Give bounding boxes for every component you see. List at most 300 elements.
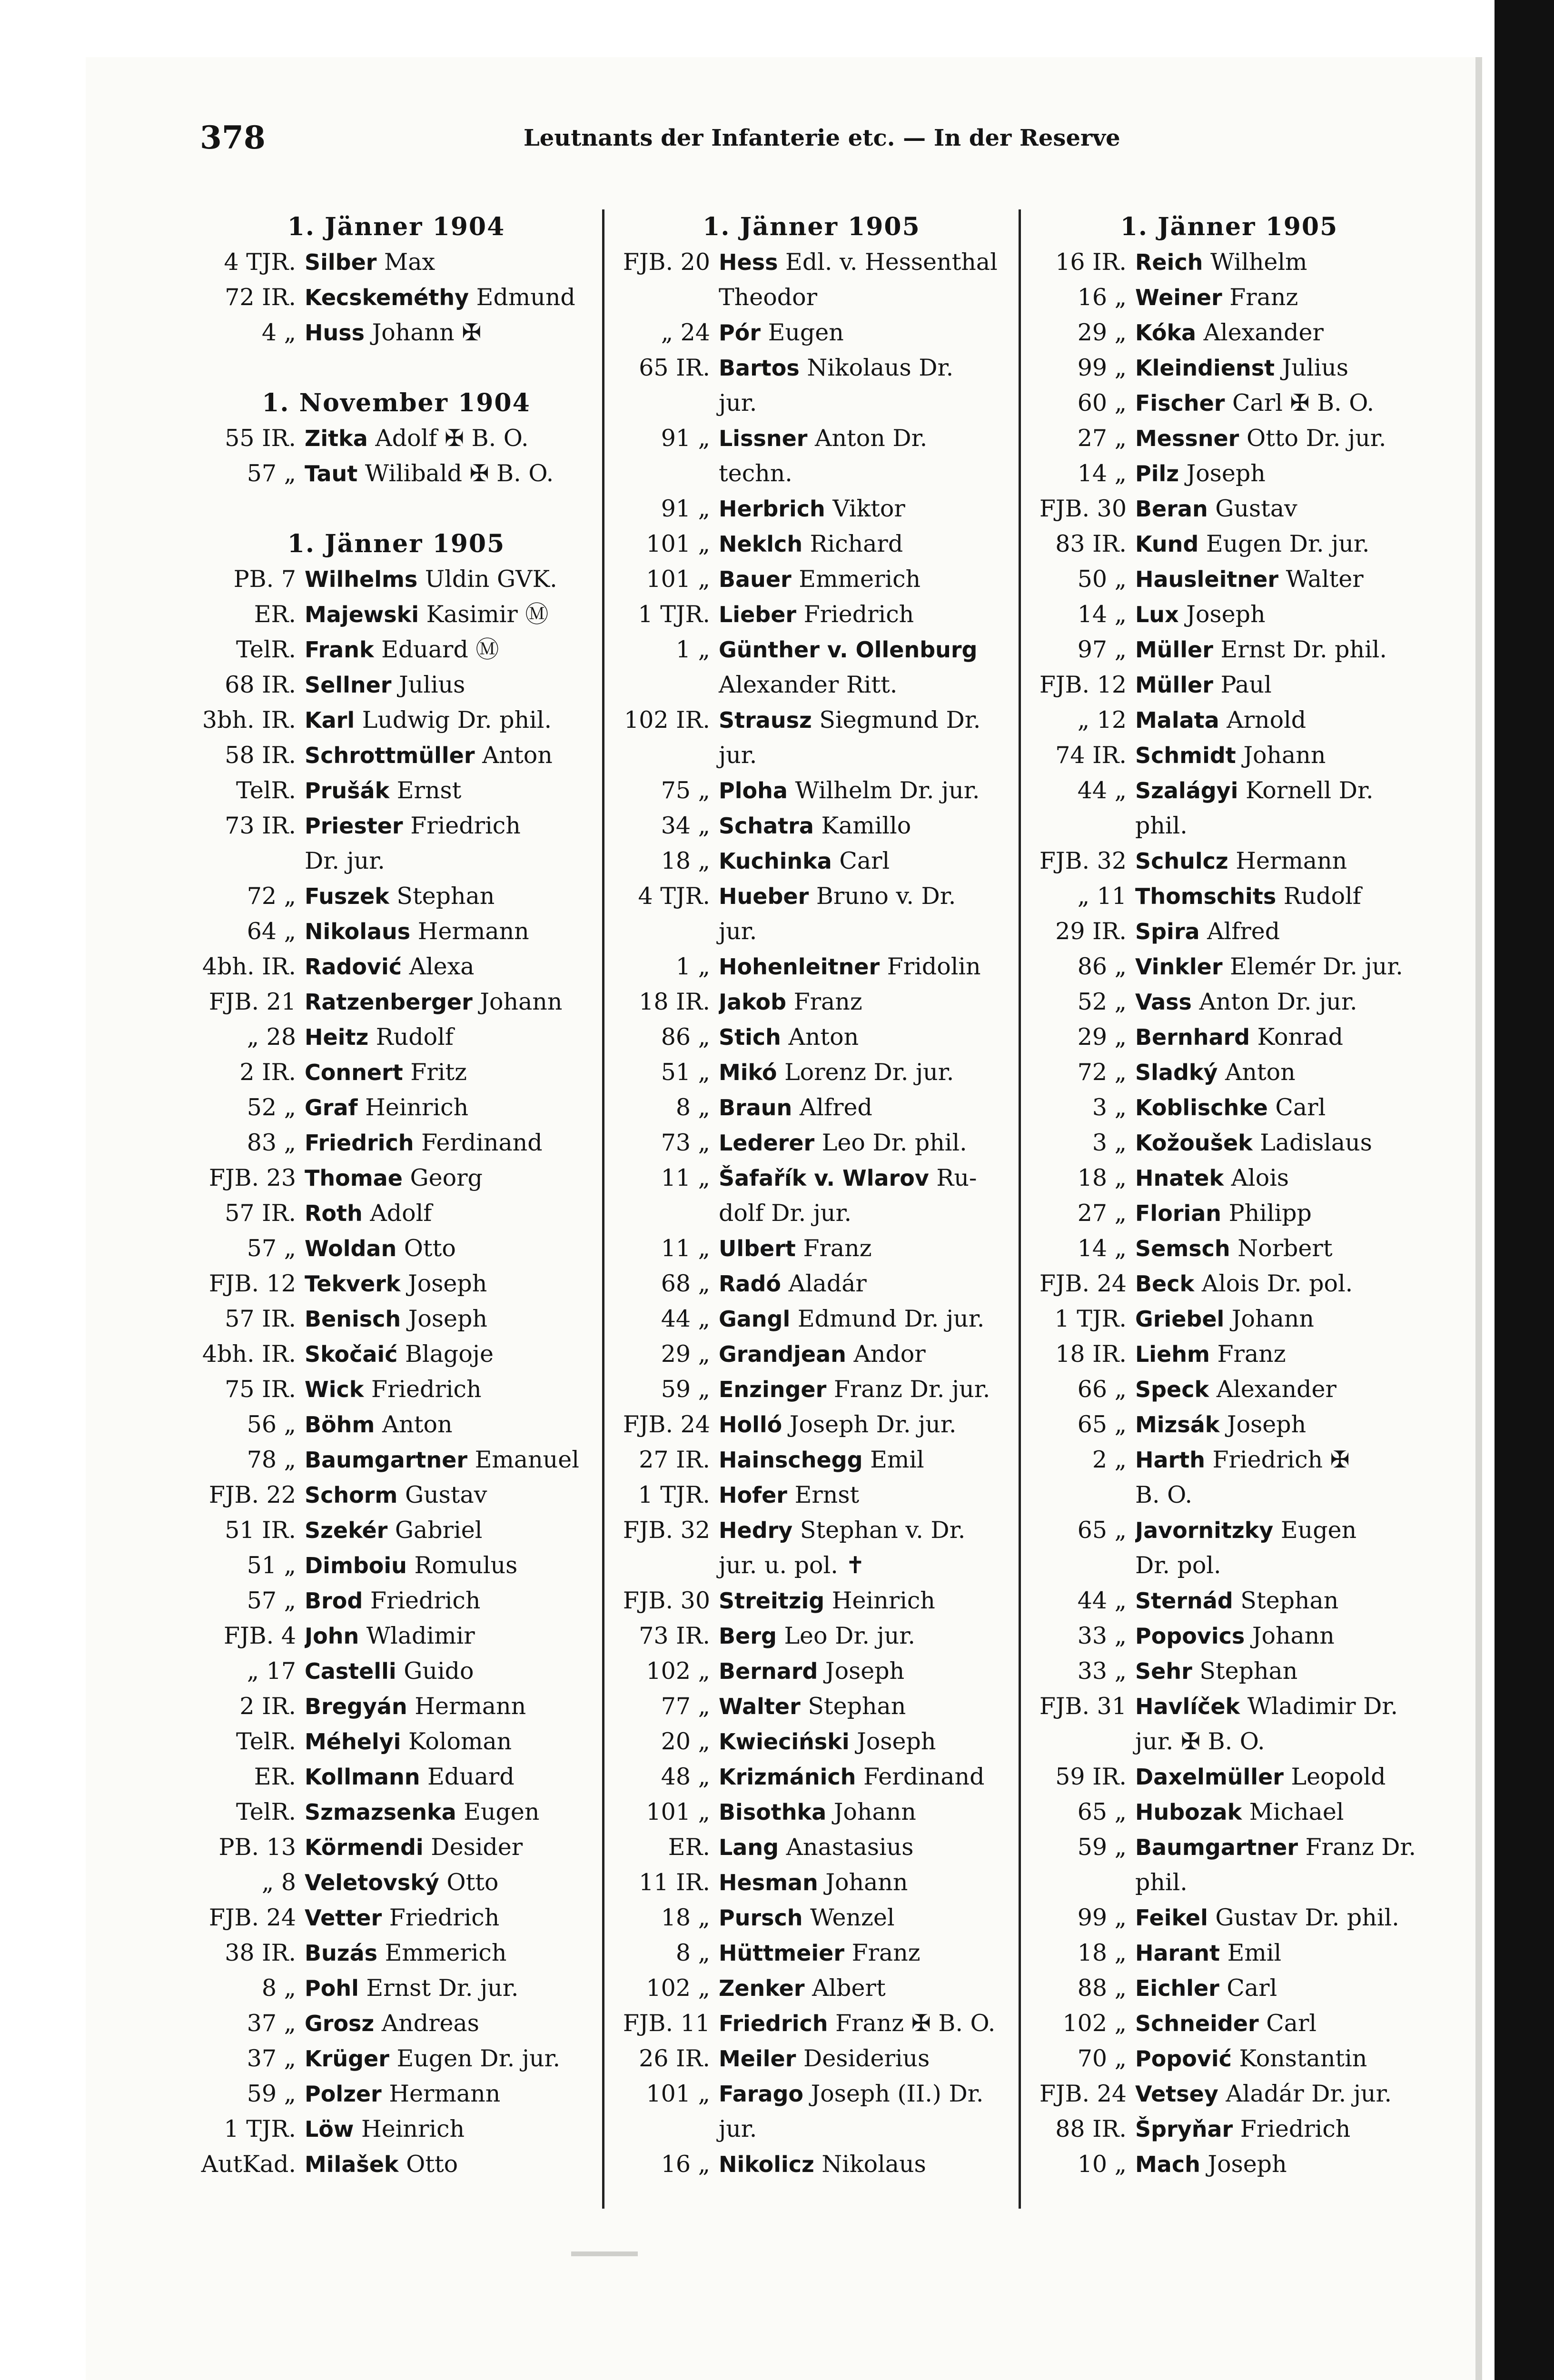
regiment-ref: 11 „ [661,1164,710,1191]
given-name: Edmund [469,284,575,311]
column-3 [1021,209,1437,2209]
officer-name [305,1090,602,1125]
officer-entry [604,1372,1019,1407]
officer-name [719,1125,1019,1160]
given-name: Uldin GVK. [417,565,557,593]
officer-entry [190,1795,602,1830]
regiment-ref: 14 „ [1077,601,1127,628]
officer-entry [190,1583,602,1618]
given-name: Georg [402,1164,483,1191]
officer-entry [190,808,602,843]
officer-entry [1021,1759,1437,1795]
officer-name [1135,2041,1437,2076]
given-name: Konrad [1250,1023,1344,1051]
given-name: Norbert [1230,1235,1333,1262]
given-name: Gustav [1208,495,1297,522]
surname: Harant [1135,1940,1220,1966]
surname: Szalágyi [1135,778,1238,803]
surname: Böhm [305,1412,375,1438]
given-name: Hermann [407,1693,526,1720]
given-name: Adolf [362,1200,432,1227]
entry-continuation [1021,1478,1437,1513]
surname: Sellner [305,672,392,698]
officer-name [305,597,602,632]
regiment-ref: TelR. [236,1728,296,1755]
regiment-ref: 102 „ [1062,2010,1127,2037]
regiment-ref: „ 28 [247,1023,296,1051]
officer-entry [1021,1689,1437,1724]
officer-entry [1021,1795,1437,1830]
regiment-ref: 2 IR. [239,1059,296,1086]
surname: Pilz [1135,461,1179,486]
officer-name [1135,2076,1437,2112]
officer-name [1135,526,1437,562]
regiment-ref: 59 „ [247,2080,296,2107]
surname: Hofer [719,1482,787,1508]
surname: Lang [719,1835,779,1860]
section-date-heading: 1. Jänner 1904 [287,212,505,241]
given-name: Emanuel [467,1446,579,1473]
surname: Tekverk [305,1271,401,1297]
officer-entry [604,2076,1019,2112]
officer-name [719,421,1019,456]
officer-name [305,1231,602,1266]
officer-name [305,1689,602,1724]
given-name: Franz [786,988,862,1015]
surname: Buzás [305,1940,378,1966]
surname: Schmidt [1135,743,1236,768]
surname: Fuszek [305,883,389,909]
regiment-ref: 1 „ [675,636,710,663]
column-2 [604,209,1021,2209]
officer-entry [604,843,1019,879]
surname: Karl [305,707,355,733]
surname: Müller [1135,637,1213,663]
officer-entry [604,1266,1019,1301]
regiment-ref: FJB. 24 [623,1411,710,1438]
given-name: Joseph [1219,1411,1307,1438]
given-name: Arnold [1219,706,1307,734]
given-name: Max [376,248,436,276]
officer-name [719,1830,1019,1865]
regiment-ref: 65 „ [1077,1517,1127,1544]
officer-name [719,1090,1019,1125]
given-name: Desiderius [796,2045,930,2072]
officer-entry [1021,1090,1437,1125]
section-date-heading: 1. Jänner 1905 [287,529,505,558]
given-name: Johann [1224,1305,1314,1332]
regiment-ref: 33 „ [1077,1657,1127,1685]
officer-entry [1021,386,1437,421]
regiment-ref: FJB. 11 [623,2010,710,2037]
running-title: Leutnants der Infanterie etc. — In der Reserve [524,125,1120,151]
given-name: Johann [472,988,563,1015]
officer-entry [604,1935,1019,1971]
given-name: Konstantin [1231,2045,1367,2072]
officer-entry [190,1478,602,1513]
officer-entry [190,1266,602,1301]
surname: Herbrich [719,496,825,522]
regiment-ref: 59 IR. [1055,1763,1127,1790]
officer-entry [1021,1442,1437,1478]
surname: Strausz [719,707,812,733]
surname: Körmendi [305,1835,424,1860]
regiment-ref: FJB. 22 [208,1481,296,1508]
given-name: Ferdinand [414,1129,543,1156]
entry-continuation [604,456,1019,491]
officer-name [1135,1266,1437,1301]
regiment-ref: 27 „ [1077,425,1127,452]
officer-name [1135,1830,1437,1865]
regiment-ref: AutKad. [201,2151,296,2178]
officer-name [305,1160,602,1196]
given-name: Lorenz Dr. jur. [777,1059,954,1086]
officer-name [305,1795,602,1830]
regiment-ref: 97 „ [1077,636,1127,663]
given-name: Friedrich [363,1587,481,1614]
regiment-ref: 101 „ [646,1798,710,1825]
continuation-text: phil. [1135,1869,1188,1896]
officer-entry [190,456,602,491]
officer-name [719,1301,1019,1337]
officer-entry [1021,1337,1437,1372]
officer-entry [604,1759,1019,1795]
officer-entry [604,1830,1019,1865]
regiment-ref: 1 „ [675,953,710,980]
officer-name [305,632,602,667]
regiment-ref: 65 „ [1077,1411,1127,1438]
officer-entry [1021,914,1437,949]
officer-entry [1021,1654,1437,1689]
regiment-ref: 29 „ [1077,1023,1127,1051]
officer-name [719,1935,1019,1971]
surname: Connert [305,1060,403,1085]
given-name: Wilhelm Dr. jur. [787,777,980,804]
officer-entry [604,1654,1019,1689]
continuation-text: B. O. [1135,1481,1193,1508]
given-name: Anton [475,742,553,769]
entry-continuation [604,738,1019,773]
given-name: Andor [846,1340,926,1368]
entry-continuation [1021,1548,1437,1583]
given-name: Aladár [781,1270,867,1297]
regiment-ref: 51 „ [247,1552,296,1579]
officer-name [719,1407,1019,1442]
given-name: Ru- [929,1164,977,1191]
officer-entry [190,1759,602,1795]
given-name: Michael [1242,1798,1344,1825]
officer-name [305,1724,602,1759]
regiment-ref: FJB. 31 [1039,1693,1127,1720]
officer-name [719,245,1019,280]
given-name: Albert [804,1974,886,2002]
given-name: Eduard [420,1763,515,1790]
surname: Speck [1135,1377,1209,1402]
surname: Harth [1135,1447,1205,1473]
surname: Hueber [719,883,809,909]
surname: Vinkler [1135,954,1223,980]
regiment-ref: 3 „ [1092,1094,1127,1121]
surname: Zitka [305,426,368,451]
given-name: Joseph [401,1305,487,1332]
officer-entry [604,2147,1019,2182]
officer-entry [190,2041,602,2076]
officer-name [305,1337,602,1372]
given-name: Walter [1278,565,1364,593]
surname: Majewski [305,602,419,627]
officer-entry [604,526,1019,562]
officer-name [719,1759,1019,1795]
officer-entry [604,350,1019,386]
officer-name [719,491,1019,526]
given-name: Gustav [397,1481,487,1508]
officer-name [719,984,1019,1020]
entry-continuation [604,1548,1019,1583]
given-name: Leo Dr. phil. [814,1129,967,1156]
officer-entry [604,1795,1019,1830]
officer-entry [604,1724,1019,1759]
section-gap [190,350,602,386]
officer-name [1135,1196,1437,1231]
given-name: Friedrich [403,812,521,839]
officer-entry [604,1020,1019,1055]
regiment-ref: 4 TJR. [638,883,710,910]
officer-name [305,703,602,738]
officer-name [1135,1090,1437,1125]
given-name: Joseph Dr. jur. [782,1411,957,1438]
regiment-ref: 65 „ [1077,1798,1127,1825]
officer-entry [604,1971,1019,2006]
page-number: 378 [200,119,266,156]
surname: Popovics [1135,1623,1245,1649]
given-name: Alois Dr. pol. [1194,1270,1353,1297]
regiment-ref: 75 IR. [225,1376,296,1403]
regiment-ref: 1 TJR. [224,2115,296,2142]
surname: Milašek [305,2152,399,2177]
surname: Mikó [719,1060,777,1085]
officer-entry [190,1090,602,1125]
surname: Kožoušek [1135,1130,1253,1156]
officer-name [305,949,602,984]
surname: Sladký [1135,1060,1218,1085]
regiment-ref: 37 „ [247,2010,296,2037]
officer-name [1135,1442,1437,1478]
regiment-ref: 52 „ [247,1094,296,1121]
officer-entry [604,597,1019,632]
surname: Kwieciński [719,1729,850,1755]
section-date-heading: 1. Jänner 1905 [703,212,921,241]
regiment-ref: FJB. 21 [208,988,296,1015]
regiment-ref: 86 „ [1077,953,1127,980]
officer-name [305,1266,602,1301]
surname: Hedry [719,1517,793,1543]
officer-name [719,808,1019,843]
officer-entry [190,2006,602,2041]
regiment-ref: 50 „ [1077,565,1127,593]
surname: Liehm [1135,1341,1210,1367]
given-name: Otto Dr. jur. [1239,425,1386,452]
regiment-ref: 33 „ [1077,1622,1127,1649]
given-name: Ernst Dr. jur. [358,1974,519,2002]
officer-entry [1021,2147,1437,2182]
officer-name [305,280,602,315]
officer-entry [1021,456,1437,491]
regiment-ref: 1 TJR. [638,601,710,628]
regiment-ref: FJB. 12 [208,1270,296,1297]
surname: Roth [305,1200,363,1226]
officer-name [1135,1689,1437,1724]
surname: Friedrich [719,2011,828,2036]
given-name: Friedrich [364,1376,482,1403]
officer-name [1135,1759,1437,1795]
officer-name [305,456,602,491]
given-name: Stephan v. Dr. [792,1517,966,1544]
regiment-ref: 29 „ [661,1340,710,1368]
officer-entry [604,1865,1019,1900]
given-name: Wladimir [359,1622,475,1649]
regiment-ref: 14 „ [1077,1235,1127,1262]
officer-entry [190,1020,602,1055]
surname: Gangl [719,1306,791,1332]
regiment-ref: 59 „ [661,1376,710,1403]
officer-entry [1021,1583,1437,1618]
given-name: Johann [1245,1622,1335,1649]
given-name: Anton [1217,1059,1296,1086]
regiment-ref: „ 24 [661,319,710,346]
officer-entry [604,2041,1019,2076]
surname: Spira [1135,919,1200,944]
print-smudge [571,2251,638,2256]
officer-name [719,1654,1019,1689]
officer-entry [604,879,1019,914]
officer-name [719,1372,1019,1407]
regiment-ref: 57 „ [247,460,296,487]
given-name: Alexa [402,953,475,980]
officer-name [1135,773,1437,808]
officer-entry [190,597,602,632]
surname: Hubozak [1135,1799,1242,1825]
officer-name [719,562,1019,597]
surname: Szmazsenka [305,1799,456,1825]
surname: Skočaić [305,1341,398,1367]
given-name: Joseph [1179,460,1266,487]
regiment-ref: PB. 7 [233,565,296,593]
surname: Kecskeméthy [305,285,469,310]
officer-entry [1021,773,1437,808]
officer-entry [1021,2076,1437,2112]
officer-entry [1021,280,1437,315]
given-name: Andreas [374,2010,479,2037]
officer-name [1135,1301,1437,1337]
regiment-ref: 14 „ [1077,460,1127,487]
regiment-ref: FJB. 32 [623,1517,710,1544]
officer-name [305,1020,602,1055]
regiment-ref: TelR. [236,1798,296,1825]
surname: Brod [305,1588,363,1614]
section-date-heading: 1. Jänner 1905 [1120,212,1338,241]
continuation-text: Dr. jur. [305,847,385,874]
continuation-text: jur. [719,918,757,945]
given-name: Edmund Dr. jur. [790,1305,985,1332]
surname: Sternád [1135,1588,1233,1614]
officer-entry [190,1971,602,2006]
entry-continuation [604,1196,1019,1231]
officer-entry [1021,2112,1437,2147]
surname: Graf [305,1095,358,1121]
officer-name [719,1689,1019,1724]
regiment-ref: FJB. 24 [1039,1270,1127,1297]
surname: Krüger [305,2046,389,2072]
given-name: Philipp [1221,1200,1312,1227]
officer-entry [1021,350,1437,386]
officer-name [1135,1372,1437,1407]
surname: Nikolaus [305,919,411,944]
officer-entry [190,1724,602,1759]
surname: Grandjean [719,1341,846,1367]
given-name: Joseph [849,1728,936,1755]
regiment-ref: 16 „ [661,2151,710,2178]
officer-entry [1021,1900,1437,1935]
given-name: Hermann [1228,847,1347,874]
surname: Farago [719,2081,804,2107]
surname: Mizsák [1135,1412,1220,1438]
surname: Silber [305,249,377,275]
officer-entry [604,1055,1019,1090]
officer-entry [604,1090,1019,1125]
regiment-ref: 10 „ [1077,2151,1127,2178]
surname: Braun [719,1095,792,1121]
regiment-ref: „ 12 [1077,706,1127,734]
officer-name [719,1618,1019,1654]
given-name: Franz [1209,1340,1286,1368]
given-name: Joseph [400,1270,487,1297]
given-name: Siegmund Dr. [812,706,981,734]
officer-entry [1021,526,1437,562]
officer-name [719,597,1019,632]
given-name: Alfred [1199,918,1280,945]
officer-entry [190,421,602,456]
officer-name [719,1478,1019,1513]
officer-name [719,1865,1019,1900]
given-name: Bruno v. Dr. [809,883,956,910]
regiment-ref: 72 IR. [225,284,296,311]
officer-entry [1021,245,1437,280]
officer-entry [604,1513,1019,1548]
officer-entry [1021,843,1437,879]
officer-name [1135,843,1437,879]
given-name: Adolf ✠ B. O. [367,425,529,452]
given-name: Kamillo [813,812,911,839]
surname: Hainschegg [719,1447,863,1473]
officer-entry [604,1301,1019,1337]
continuation-text: dolf Dr. jur. [719,1200,852,1227]
given-name: Franz Dr. [1298,1834,1416,1861]
officer-entry [190,1196,602,1231]
given-name: Leo Dr. jur. [776,1622,915,1649]
regiment-ref: 34 „ [661,812,710,839]
regiment-ref: 8 „ [675,1094,710,1121]
officer-entry [604,984,1019,1020]
officer-entry [604,1478,1019,1513]
officer-name [719,879,1019,914]
given-name: Ernst Dr. phil. [1213,636,1387,663]
given-name: Eugen [1273,1517,1357,1544]
officer-entry [604,1337,1019,1372]
officer-entry [190,914,602,949]
given-name: Johann [1236,742,1326,769]
surname: Radović [305,954,402,980]
surname: Streitzig [719,1588,825,1614]
